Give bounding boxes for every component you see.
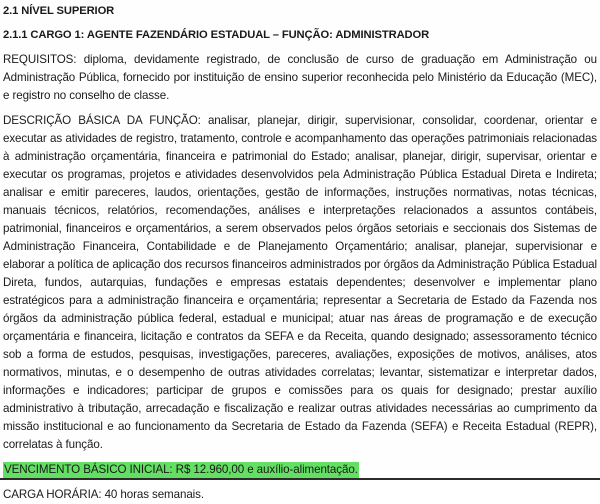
vencimento-basico-line (3, 461, 597, 479)
requisitos-paragraph: REQUISITOS: diploma, devidamente registrado, de conclusão de curso de graduação em Administração ou Administração Pública, fornecido por instituição de ensino superior reconhecida pelo Ministério da Educação (MEC), e registro no conselho de classe. (3, 53, 597, 102)
descricao-basica-paragraph: DESCRIÇÃO BÁSICA DA FUNÇÃO: analisar, planejar, dirigir, supervisionar, consolidar, coordenar, orientar e executar as atividades de registro, tratamento, controle e acompanhamento das operações patrimoniais relacionadas à administração orçamentária, financeira e patrimonial do Estado; analisar, planejar, dirigir, supervisar, orientar e executar os programas, projetos e atividades desenvolvidos pela Administração Pública Estadual Direta e Indireta; analisar e emitir pareceres, laudos, orientações, gestão de informações, instruções normativas, notas técnicas, manuais técnicos, relatórios, recomendações, análises e interpretações relacionados a assuntos contábeis, patrimonial, financeiros e orçamentários, a serem observados pelos órgãos setoriais e seccionais dos Sistemas de Administração Financeira, Contabilidade e de Planejamento Orçamentário; analisar, planejar, supervisionar e elaborar a política de aplicação dos recursos financeiros administrados por órgãos da Administração Pública Estadual Direta, fundos, autarquias, fundações e empresas estatais dependentes; desenvolver e implementar plano estratégicos para a administração financeira e orçamentária; representar a Secretaria de Estado da Fazenda nos órgãos da administração pública federal, estadual e municipal; atuar nas áreas de programação e de execução orçamentária e financeira, licitação e contratos da SEFA e da Receita, quando designado; assessoramento técnico sob a forma de estudos, pesquisas, investigações, pareceres, avaliações, exposições de motivos, análises, atos normativos, minutas, e o desempenho de outras atividades correlatas; levantar, sistematizar e interpretar dados, informações e indicadores; participar de grupos e comissões para os quais for designado; prestar auxílio administrativo à tributação, arrecadação e fiscalização e realizar outras atividades necessárias ao cumprimento da missão institucional e ao funcionamento da Secretaria de Estado da Fazenda (SEFA) e Receita Estadual (REPR), correlatas à função. (3, 114, 597, 451)
section-heading: 2.1 NÍVEL SUPERIOR (3, 5, 115, 17)
subsection-heading: 2.1.1 CARGO 1: AGENTE FAZENDÁRIO ESTADUAL – FUNÇÃO: ADMINISTRADOR (3, 29, 430, 41)
vencimento-highlight: VENCIMENTO BÁSICO INICIAL: R$ 12.960,00 e auxílio-alimentação. (4, 463, 358, 476)
carga-horaria-line: CARGA HORÁRIA: 40 horas semanais. (3, 488, 204, 501)
